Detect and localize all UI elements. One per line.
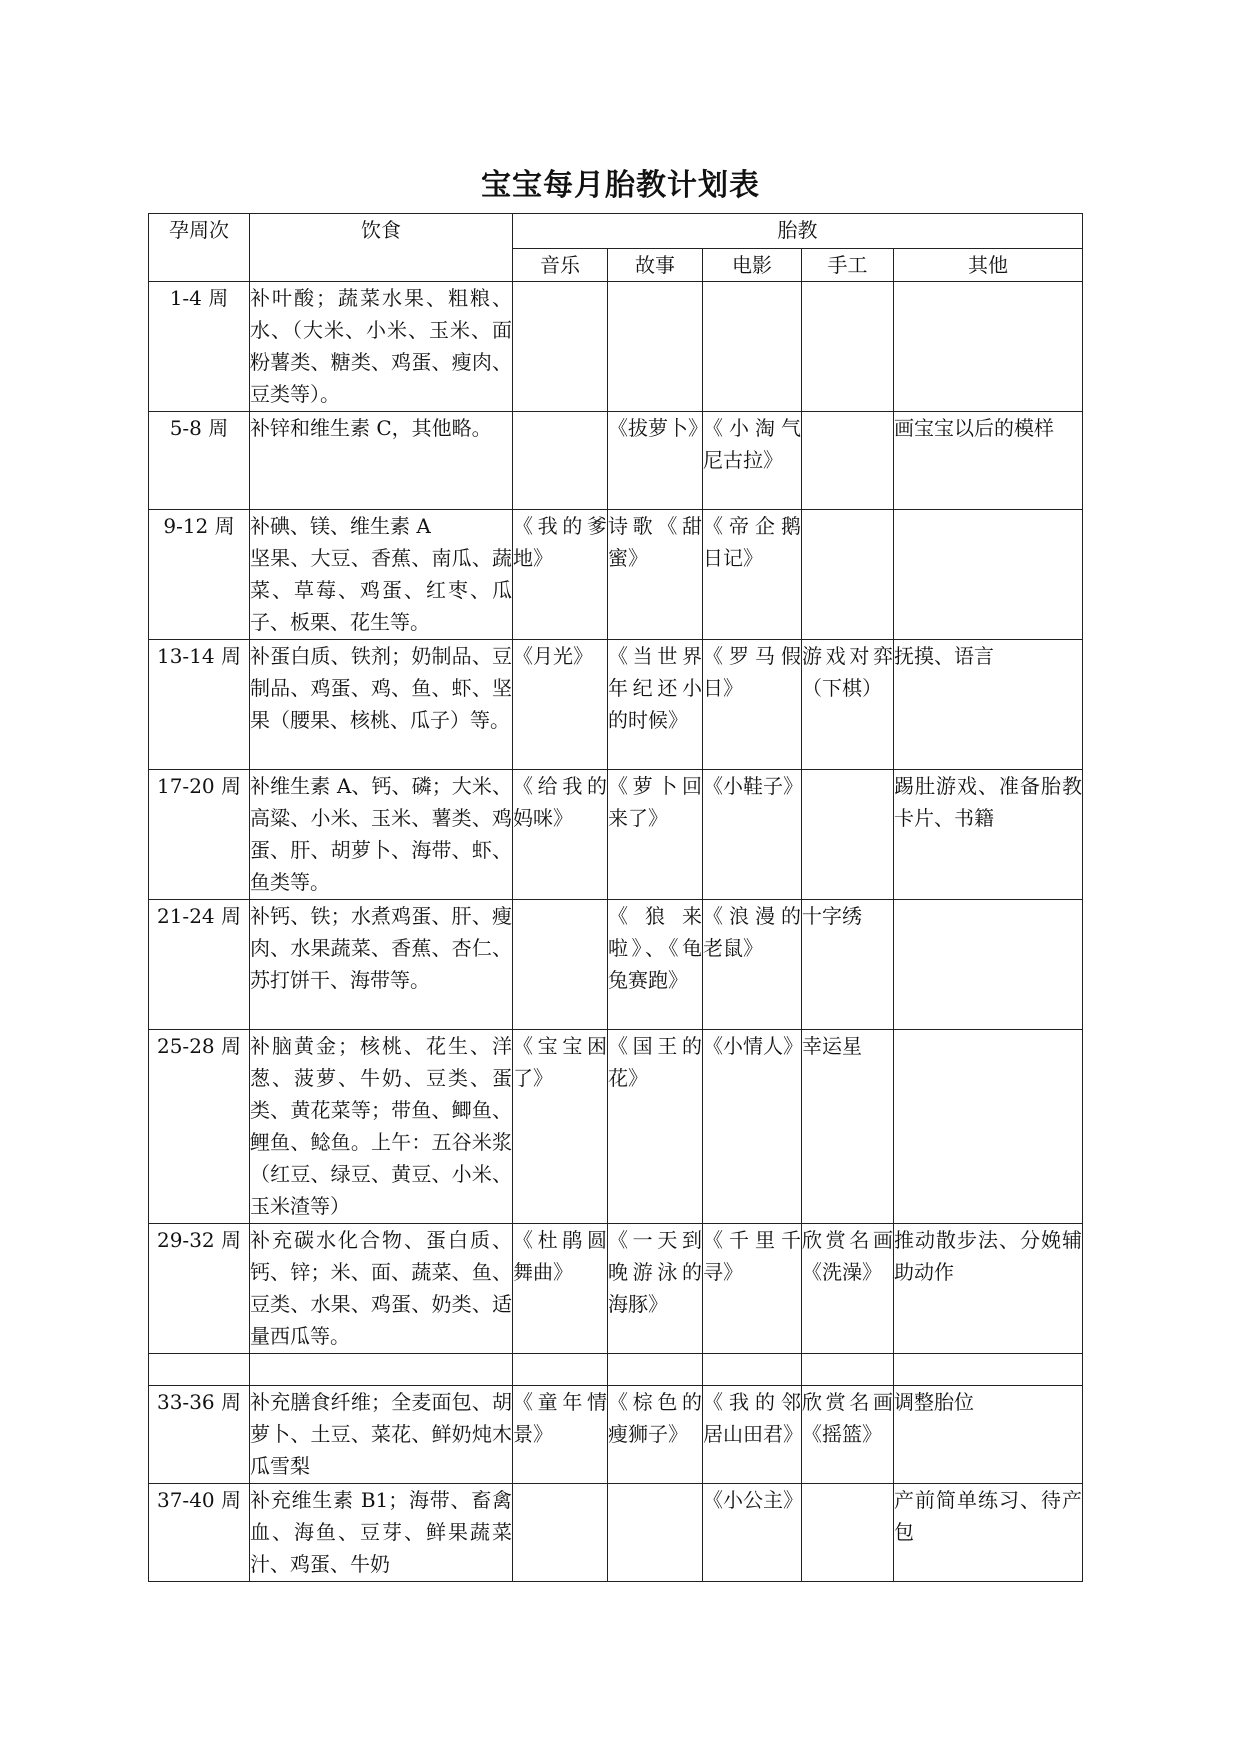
story-cell: 《棕色的瘦狮子》 — [608, 1386, 703, 1484]
movie-cell: 《小鞋子》 — [703, 770, 802, 900]
week-cell: 5-8 周 — [149, 412, 250, 510]
other-cell — [894, 282, 1083, 412]
movie-cell: 《小淘气尼古拉》 — [703, 412, 802, 510]
other-cell — [894, 900, 1083, 1030]
story-cell — [608, 282, 703, 412]
diet-cell: 补脑黄金；核桃、花生、洋葱、菠萝、牛奶、豆类、蛋类、黄花菜等；带鱼、鲫鱼、鲤鱼、鲶鱼。上午：五谷米浆（红豆、绿豆、黄豆、小米、玉米渣等） — [250, 1030, 513, 1224]
header-craft: 手工 — [802, 249, 894, 282]
music-cell: 《月光》 — [513, 640, 608, 770]
page-title: 宝宝每月胎教计划表 — [481, 168, 760, 203]
week-cell: 29-32 周 — [149, 1224, 250, 1354]
music-cell — [513, 1354, 608, 1386]
story-cell: 《狼来啦》、《龟兔赛跑》 — [608, 900, 703, 1030]
story-cell: 《萝卜回来了》 — [608, 770, 703, 900]
header-other: 其他 — [894, 249, 1083, 282]
craft-cell: 幸运星 — [802, 1030, 894, 1224]
craft-cell: 欣赏名画《摇篮》 — [802, 1386, 894, 1484]
music-cell — [513, 1484, 608, 1582]
story-cell: 《国王的花》 — [608, 1030, 703, 1224]
plan-table — [148, 213, 1083, 1582]
movie-cell: 《小情人》 — [703, 1030, 802, 1224]
table-row — [149, 1224, 1083, 1354]
other-cell: 产前简单练习、待产包 — [894, 1484, 1083, 1582]
craft-cell — [802, 282, 894, 412]
movie-cell: 《浪漫的老鼠》 — [703, 900, 802, 1030]
table-row-empty — [149, 1354, 1083, 1386]
other-cell — [894, 510, 1083, 640]
other-cell: 抚摸、语言 — [894, 640, 1083, 770]
music-cell — [513, 900, 608, 1030]
music-cell: 《杜鹃圆舞曲》 — [513, 1224, 608, 1354]
movie-cell: 《帝企鹅日记》 — [703, 510, 802, 640]
craft-cell — [802, 412, 894, 510]
diet-cell: 补充维生素 B1；海带、畜禽血、海鱼、豆芽、鲜果蔬菜汁、鸡蛋、牛奶 — [250, 1484, 513, 1582]
table-row — [149, 770, 1083, 900]
movie-cell: 《罗马假日》 — [703, 640, 802, 770]
week-cell: 1-4 周 — [149, 282, 250, 412]
movie-cell: 《小公主》 — [703, 1484, 802, 1582]
table-row — [149, 282, 1083, 412]
story-cell: 《一天到晚游泳的海豚》 — [608, 1224, 703, 1354]
movie-cell: 《千里千寻》 — [703, 1224, 802, 1354]
craft-cell — [802, 1354, 894, 1386]
movie-cell — [703, 1354, 802, 1386]
other-cell: 推动散步法、分娩辅助动作 — [894, 1224, 1083, 1354]
story-cell — [608, 1484, 703, 1582]
other-cell: 踢肚游戏、准备胎教卡片、书籍 — [894, 770, 1083, 900]
week-cell: 25-28 周 — [149, 1030, 250, 1224]
story-cell: 诗歌《甜蜜》 — [608, 510, 703, 640]
week-cell: 33-36 周 — [149, 1386, 250, 1484]
music-cell: 《我的爹地》 — [513, 510, 608, 640]
diet-cell: 补叶酸；蔬菜水果、粗粮、水、（大米、小米、玉米、面粉薯类、糖类、鸡蛋、瘦肉、豆类等）。 — [250, 282, 513, 412]
week-cell — [149, 1354, 250, 1386]
other-cell: 画宝宝以后的模样 — [894, 412, 1083, 510]
story-cell — [608, 1354, 703, 1386]
table-row — [149, 1484, 1083, 1582]
header-week: 孕周次 — [149, 214, 250, 282]
table-row — [149, 640, 1083, 770]
header-story: 故事 — [608, 249, 703, 282]
craft-cell: 欣赏名画《洗澡》 — [802, 1224, 894, 1354]
craft-cell — [802, 510, 894, 640]
diet-cell: 补碘、镁、维生素 A 坚果、大豆、香蕉、南瓜、蔬菜、草莓、鸡蛋、红枣、瓜子、板栗、花生等。 — [250, 510, 513, 640]
week-cell: 17-20 周 — [149, 770, 250, 900]
diet-cell: 补维生素 A、钙、磷；大米、高粱、小米、玉米、薯类、鸡蛋、肝、胡萝卜、海带、虾、鱼类等。 — [250, 770, 513, 900]
table-row — [149, 510, 1083, 640]
other-cell — [894, 1030, 1083, 1224]
movie-cell — [703, 282, 802, 412]
week-cell: 37-40 周 — [149, 1484, 250, 1582]
header-music: 音乐 — [513, 249, 608, 282]
diet-cell: 补锌和维生素 C，其他略。 — [250, 412, 513, 510]
other-cell: 调整胎位 — [894, 1386, 1083, 1484]
diet-cell: 补充碳水化合物、蛋白质、钙、锌；米、面、蔬菜、鱼、豆类、水果、鸡蛋、奶类、适量西瓜等。 — [250, 1224, 513, 1354]
movie-cell: 《我的邻居山田君》 — [703, 1386, 802, 1484]
week-cell: 13-14 周 — [149, 640, 250, 770]
table-row — [149, 1030, 1083, 1224]
craft-cell: 游戏对弈（下棋） — [802, 640, 894, 770]
table-row — [149, 1386, 1083, 1484]
craft-cell — [802, 1484, 894, 1582]
header-row-top — [149, 214, 1083, 249]
header-movie: 电影 — [703, 249, 802, 282]
table-row — [149, 412, 1083, 510]
other-cell — [894, 1354, 1083, 1386]
table-row — [149, 900, 1083, 1030]
craft-cell — [802, 770, 894, 900]
story-cell: 《拔萝卜》 — [608, 412, 703, 510]
diet-cell: 补充膳食纤维；全麦面包、胡萝卜、土豆、菜花、鲜奶炖木瓜雪梨 — [250, 1386, 513, 1484]
diet-cell: 补钙、铁；水煮鸡蛋、肝、瘦肉、水果蔬菜、香蕉、杏仁、苏打饼干、海带等。 — [250, 900, 513, 1030]
week-cell: 21-24 周 — [149, 900, 250, 1030]
diet-cell — [250, 1354, 513, 1386]
diet-cell: 补蛋白质、铁剂；奶制品、豆制品、鸡蛋、鸡、鱼、虾、坚果（腰果、核桃、瓜子）等。 — [250, 640, 513, 770]
header-diet: 饮食 — [250, 214, 513, 282]
music-cell — [513, 282, 608, 412]
week-cell: 9-12 周 — [149, 510, 250, 640]
header-education: 胎教 — [513, 214, 1083, 249]
music-cell — [513, 412, 608, 510]
music-cell: 《宝宝困了》 — [513, 1030, 608, 1224]
craft-cell: 十字绣 — [802, 900, 894, 1030]
music-cell: 《给我的妈咪》 — [513, 770, 608, 900]
music-cell: 《童年情景》 — [513, 1386, 608, 1484]
story-cell: 《当世界年纪还小的时候》 — [608, 640, 703, 770]
